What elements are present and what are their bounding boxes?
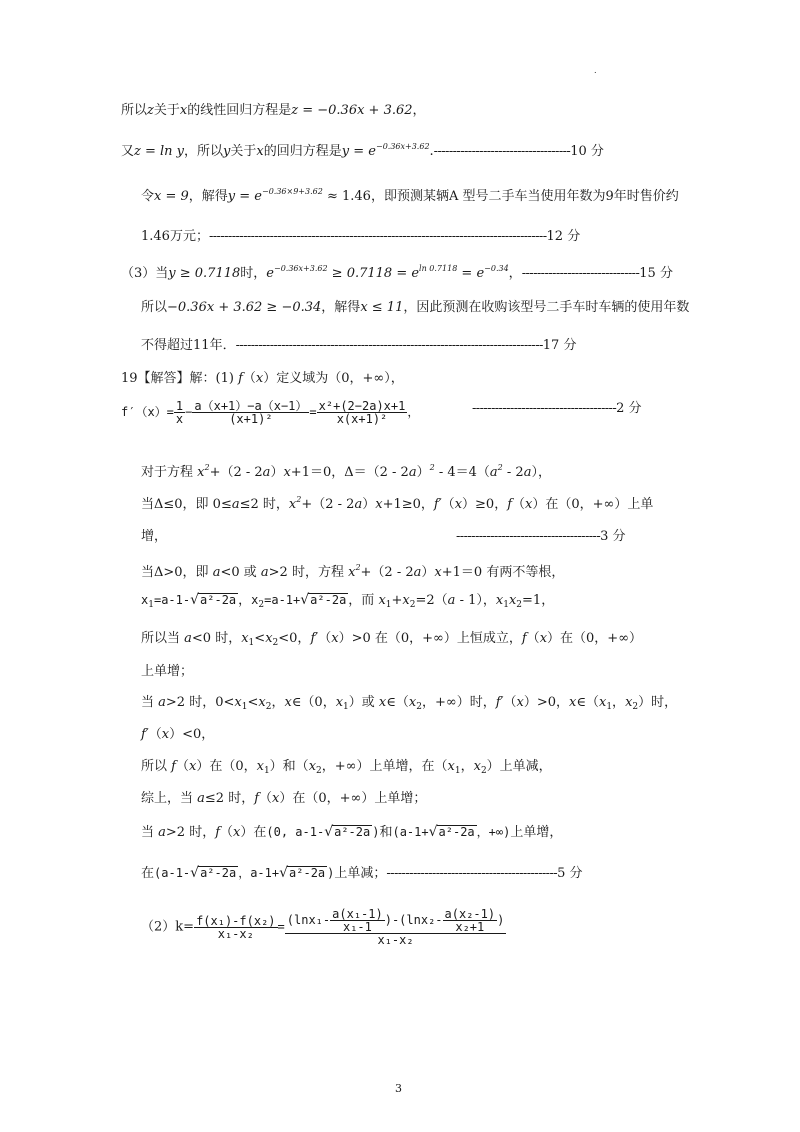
line-12 — [141, 530, 167, 543]
var: x — [233, 825, 241, 840]
subscript: 1 — [248, 638, 255, 648]
var: f — [215, 825, 221, 840]
var: x — [251, 593, 259, 607]
score-leader: -------------------------------------- — [472, 401, 617, 416]
var: x — [141, 593, 149, 607]
score-leader: ----------------------------------------------------------------------------------------- — [208, 229, 547, 244]
formula: z = −0.36x + 3.62 — [291, 103, 413, 118]
text: ≤2 时， — [204, 791, 255, 806]
var: x — [378, 593, 386, 608]
var: x — [284, 695, 292, 710]
denominator: x₂+1 — [455, 920, 485, 934]
text: （3）当 — [121, 266, 169, 281]
line-4 — [141, 230, 580, 243]
text: ，而 — [348, 593, 379, 608]
fraction — [192, 400, 309, 425]
line-5 — [121, 265, 673, 280]
text: ∈（ — [386, 695, 409, 710]
var: x — [188, 759, 197, 774]
text: （ — [512, 497, 526, 512]
var: x — [516, 695, 524, 710]
formula: x ≤ 11 — [360, 300, 404, 315]
text: （ — [318, 631, 332, 646]
sqrt-icon: √ — [300, 592, 310, 608]
var: x — [179, 103, 188, 118]
var: x — [256, 759, 264, 774]
line-13 — [141, 564, 564, 579]
text: ）在（0， — [196, 759, 257, 774]
text: =2（ — [415, 593, 448, 608]
text: >2 时，方程 — [268, 565, 349, 580]
var: x — [408, 695, 417, 710]
big-fraction — [285, 908, 507, 946]
var: a — [408, 465, 417, 480]
formula: = e — [457, 266, 485, 281]
text: 时， — [240, 266, 267, 281]
line-21 — [141, 825, 562, 839]
subscript: 2 — [480, 766, 487, 776]
formula: y ≥ 0.7118 — [168, 266, 241, 281]
text: ）或 — [348, 695, 379, 710]
text: +1≥0， — [382, 497, 434, 512]
text: ∈（0， — [291, 695, 336, 710]
text: （ — [441, 497, 455, 512]
line-8 — [121, 372, 404, 385]
text: 当 — [141, 825, 159, 840]
line-16 — [141, 665, 193, 678]
text: ） — [421, 565, 435, 580]
text: ，解得 — [321, 300, 361, 315]
fraction — [174, 400, 185, 425]
text: = — [277, 919, 285, 934]
page-number: 3 — [395, 1082, 402, 1095]
numerator: x²+(2−2a)x+1 — [318, 399, 406, 413]
text: 不得超过 — [141, 338, 194, 353]
line-12-score — [456, 530, 626, 543]
text: 所以当 — [141, 631, 185, 646]
text: - 2 — [502, 465, 524, 480]
subscript: 2 — [409, 600, 416, 610]
score: 17 分 — [542, 338, 577, 353]
numerator: 1 — [175, 399, 184, 413]
text: 增， — [141, 529, 168, 544]
exponent: 2 — [296, 495, 302, 504]
score-leader: ------------------------------- — [521, 266, 640, 281]
var: x — [598, 695, 607, 710]
var: x — [197, 465, 205, 480]
text: （ — [220, 825, 234, 840]
number: 1.46 — [141, 229, 170, 244]
sqrt-icon: √ — [428, 824, 438, 840]
var: x — [473, 759, 481, 774]
var: a — [184, 631, 192, 646]
text: ） — [416, 465, 430, 480]
text: ，因此预测在收购该型号二手车时车辆的使用年数 — [403, 300, 690, 315]
var: a — [262, 465, 271, 480]
radicand: a²-2a — [334, 825, 371, 839]
text: >2 时， — [165, 825, 216, 840]
text: ）>0 在（0，+∞）上恒成立， — [338, 631, 522, 646]
formula: x = 9 — [154, 189, 189, 204]
text: = — [309, 405, 317, 419]
text: f′（x）= — [121, 405, 174, 419]
line-9-score — [472, 402, 642, 415]
sqrt-icon: √ — [324, 824, 334, 840]
var: a — [489, 465, 498, 480]
var: x — [348, 565, 356, 580]
line-23-slope — [141, 908, 506, 946]
subscript: 2 — [316, 766, 322, 776]
var: y — [223, 144, 231, 159]
text: ，+∞）上单增，在（ — [321, 759, 448, 774]
var: a — [197, 791, 205, 806]
text: +（2 - 2 — [301, 497, 355, 512]
text: 年． — [209, 338, 236, 353]
text: （ — [526, 631, 540, 646]
fraction — [443, 908, 498, 933]
text: ≤2 时， — [239, 497, 289, 512]
interval: (a-1+ — [392, 825, 429, 839]
line-10 — [141, 464, 551, 479]
subscript: 2 — [258, 600, 265, 610]
text: ∈（ — [576, 695, 599, 710]
text: 19【解答】解：(1) — [121, 371, 239, 386]
exponent: ln 0.7118 — [419, 264, 458, 273]
var: x — [525, 497, 533, 512]
subscript: 1 — [148, 600, 154, 610]
text: <0 时， — [191, 631, 242, 646]
line-17 — [141, 696, 677, 712]
text: ）定义域为（0，+∞）， — [263, 371, 404, 386]
text: 年时售价约 — [613, 189, 679, 204]
text: <0， — [278, 631, 311, 646]
var: x — [234, 695, 242, 710]
var: a — [354, 497, 363, 512]
numerator: f(x₁)-f(x₂) — [196, 913, 276, 928]
text: 关于 — [230, 144, 257, 159]
formula: −0.36x + 3.62 ≥ −0.34 — [167, 300, 322, 315]
text: 在 — [141, 866, 155, 881]
var: x — [434, 565, 442, 580]
text: =a-1- — [153, 593, 191, 607]
text: 关于 — [153, 103, 180, 118]
exponent: −0.36x+3.62 — [274, 264, 328, 273]
text: （ — [175, 759, 189, 774]
var: f — [171, 759, 176, 774]
var: x — [335, 695, 344, 710]
text: ， — [412, 103, 426, 118]
text: ）上单减， — [486, 759, 552, 774]
score: 12 分 — [546, 229, 581, 244]
line-14 — [141, 593, 554, 610]
number: 9 — [605, 189, 614, 204]
sqrt-icon: √ — [190, 592, 200, 608]
numerator: a（x+1）−a（x−1） — [194, 399, 308, 413]
text: . — [429, 144, 434, 159]
denominator: x₁-1 — [342, 920, 372, 934]
score-leader: --------------------------------------------- — [386, 866, 558, 881]
line-3 — [141, 188, 679, 203]
text: ）时， — [638, 695, 678, 710]
numerator: a(x₂-1) — [444, 907, 496, 921]
score: 15 分 — [639, 266, 673, 281]
var: x — [256, 144, 264, 159]
text: )-(lnx₂- — [384, 913, 443, 927]
var: x — [539, 631, 548, 646]
subscript: 1 — [343, 702, 349, 712]
var: x — [454, 497, 463, 512]
text: ）和（ — [269, 759, 309, 774]
text: 万元； — [169, 229, 209, 244]
subscript: 2 — [265, 702, 272, 712]
text: （ — [242, 371, 256, 386]
subscript: 1 — [241, 702, 248, 712]
var: f — [521, 631, 527, 646]
var: f — [238, 371, 243, 386]
var: x — [375, 497, 383, 512]
text: 上单增， — [510, 825, 563, 840]
var: x — [625, 695, 633, 710]
text: （2） — [141, 919, 176, 935]
interval: ) — [372, 825, 380, 839]
text: ）>0， — [523, 695, 569, 710]
var: x — [378, 695, 387, 710]
line-7 — [141, 339, 576, 352]
var: f — [254, 791, 260, 806]
text: ， — [238, 593, 252, 608]
formula: ≈ 1.46 — [322, 189, 371, 204]
line-15 — [141, 632, 642, 648]
text: +1＝0 有两不等根， — [441, 565, 565, 580]
var: x — [569, 695, 577, 710]
text: − — [185, 405, 193, 419]
text: =a-1+ — [264, 593, 301, 607]
denominator: x(x+1)² — [336, 412, 388, 426]
text: （ — [503, 695, 517, 710]
formula: z = ln y — [134, 144, 185, 159]
text: +（2 - 2 — [360, 565, 414, 580]
var: a — [158, 825, 166, 840]
var: x — [265, 631, 273, 646]
formula: ≥ 0.7118 = e — [327, 266, 420, 281]
denominator: x₁-x₂ — [217, 926, 254, 941]
text: - 1）， — [455, 593, 496, 608]
var: f′ — [310, 631, 319, 646]
text: =1， — [522, 593, 555, 608]
score: 3 分 — [600, 529, 626, 544]
var: f′ — [433, 497, 442, 512]
text: ，+∞）时， — [421, 695, 496, 710]
text: ）≥0， — [462, 497, 508, 512]
text: （ — [259, 791, 273, 806]
subscript: 1 — [606, 702, 613, 712]
exponent: −0.34 — [484, 264, 509, 273]
exponent: 2 — [355, 563, 361, 572]
line-18 — [141, 728, 214, 741]
text: ， — [508, 266, 522, 281]
var: f′ — [141, 727, 149, 742]
radicand: a²-2a — [200, 866, 237, 880]
var: x — [272, 791, 280, 806]
exponent: 2 — [204, 463, 210, 472]
text: ）在（0，+∞） — [547, 631, 643, 646]
text: 当 — [141, 695, 159, 710]
text: 和 — [379, 825, 393, 840]
numerator: a(x₁-1) — [332, 907, 383, 921]
line-19 — [141, 760, 552, 776]
text: 所以 — [141, 300, 168, 315]
exponent: −0.36x+3.62 — [375, 142, 430, 151]
line-22 — [141, 866, 582, 880]
text: 所以 — [121, 103, 148, 118]
score: 10 分 — [570, 144, 604, 159]
text: ）在（0，+∞）上单增； — [279, 791, 427, 806]
radicand: a²-2a — [438, 825, 475, 839]
text: ，即预测某辆A 型号二手车当使用年数为 — [370, 189, 606, 204]
text: - 4＝4（ — [434, 465, 490, 480]
var: x — [241, 631, 249, 646]
denominator: x — [175, 412, 184, 426]
score-leader: -------------------------------------- — [456, 529, 601, 544]
text: 综上，当 — [141, 791, 198, 806]
exponent: 2 — [429, 463, 435, 472]
var: x — [447, 759, 455, 774]
corner-dot: . — [594, 66, 597, 75]
text: 当Δ≤0，即 0≤ — [141, 497, 232, 512]
text: 又 — [121, 144, 135, 159]
line-2 — [121, 143, 604, 158]
text: ， — [612, 695, 626, 710]
score: 2 分 — [616, 401, 642, 416]
interval: ) — [327, 866, 335, 880]
subscript: 1 — [503, 600, 509, 610]
fraction — [317, 400, 408, 425]
line-9-derivative — [121, 400, 419, 425]
score-leader: --------------------------------------------------------------------------------- — [235, 338, 543, 353]
subscript: 2 — [416, 702, 422, 712]
text: +1＝0，Δ＝（2 - 2 — [290, 465, 409, 480]
text: 所以 — [141, 759, 172, 774]
line-11 — [141, 496, 653, 511]
denominator: (x+1)² — [229, 412, 273, 426]
text: ，所以 — [184, 144, 224, 159]
formula: e — [266, 266, 274, 281]
formula: y = e — [227, 189, 262, 204]
var: x — [508, 593, 517, 608]
var: x — [402, 593, 410, 608]
line-20 — [141, 792, 426, 805]
var: x — [283, 465, 291, 480]
formula: y = e — [341, 144, 376, 159]
var: a — [212, 565, 221, 580]
text: 的回归方程是 — [263, 144, 342, 159]
score-leader: ------------------------------------ — [433, 144, 571, 159]
text: ） — [270, 465, 284, 480]
line-6 — [141, 301, 689, 314]
exponent: 2 — [497, 463, 503, 472]
var: a — [523, 465, 532, 480]
var: x — [288, 497, 297, 512]
text: （ — [148, 727, 162, 742]
radicand: a²-2a — [289, 866, 326, 880]
text: ）在 — [240, 825, 267, 840]
text: 当Δ>0，即 — [141, 565, 213, 580]
subscript: 1 — [385, 600, 392, 610]
text: +（2 - 2 — [209, 465, 263, 480]
var: f′ — [495, 695, 504, 710]
fraction — [330, 908, 385, 933]
var: x — [258, 695, 266, 710]
text: ， — [407, 405, 420, 419]
var: a — [260, 565, 269, 580]
text: 对于方程 — [141, 465, 198, 480]
text: ）在（0，+∞）上单 — [532, 497, 654, 512]
radicand: a²-2a — [310, 593, 347, 607]
text: ）， — [531, 465, 551, 480]
var: x — [255, 371, 264, 386]
var: a — [231, 497, 240, 512]
text: >2 时，0< — [165, 695, 235, 710]
text: 令 — [141, 189, 155, 204]
text: <0 或 — [220, 565, 261, 580]
interval: ，+∞) — [476, 825, 511, 839]
var: z — [147, 103, 154, 118]
radicand: a²-2a — [200, 593, 237, 607]
subscript: 2 — [632, 702, 639, 712]
interval: (a-1- — [154, 866, 191, 880]
line-1 — [121, 104, 426, 117]
fraction — [194, 915, 277, 940]
sqrt-icon: √ — [190, 865, 200, 881]
denominator: x₁-x₂ — [377, 933, 414, 947]
var: f — [507, 497, 513, 512]
text: < — [247, 695, 259, 710]
numerator — [285, 908, 507, 934]
text: ，解得 — [188, 189, 228, 204]
var: x — [495, 593, 504, 608]
interval: (0, a-1- — [266, 825, 325, 839]
text: + — [391, 593, 403, 608]
var: a — [413, 565, 422, 580]
var: x — [161, 727, 170, 742]
text: k= — [175, 919, 195, 935]
sqrt-icon: √ — [279, 865, 289, 881]
subscript: 2 — [516, 600, 523, 610]
text: 上单增； — [141, 664, 194, 679]
text: < — [254, 631, 266, 646]
number: 11 — [193, 338, 210, 353]
subscript: 2 — [272, 638, 279, 648]
subscript: 1 — [263, 766, 270, 776]
var: x — [308, 759, 317, 774]
text: ) — [497, 913, 505, 927]
score: 5 分 — [557, 866, 583, 881]
text: ， — [460, 759, 474, 774]
text: ） — [362, 497, 376, 512]
text: ）<0， — [169, 727, 215, 742]
subscript: 1 — [454, 766, 461, 776]
interval: ，a-1+ — [238, 866, 280, 880]
text: 上单减； — [334, 866, 387, 881]
text: 的线性回归方程是 — [187, 103, 292, 118]
var: a — [158, 695, 166, 710]
exponent: −0.36×9+3.62 — [262, 187, 323, 196]
text: (lnx₁- — [286, 913, 331, 927]
var: a — [447, 593, 456, 608]
text: ， — [271, 695, 285, 710]
var: x — [331, 631, 339, 646]
